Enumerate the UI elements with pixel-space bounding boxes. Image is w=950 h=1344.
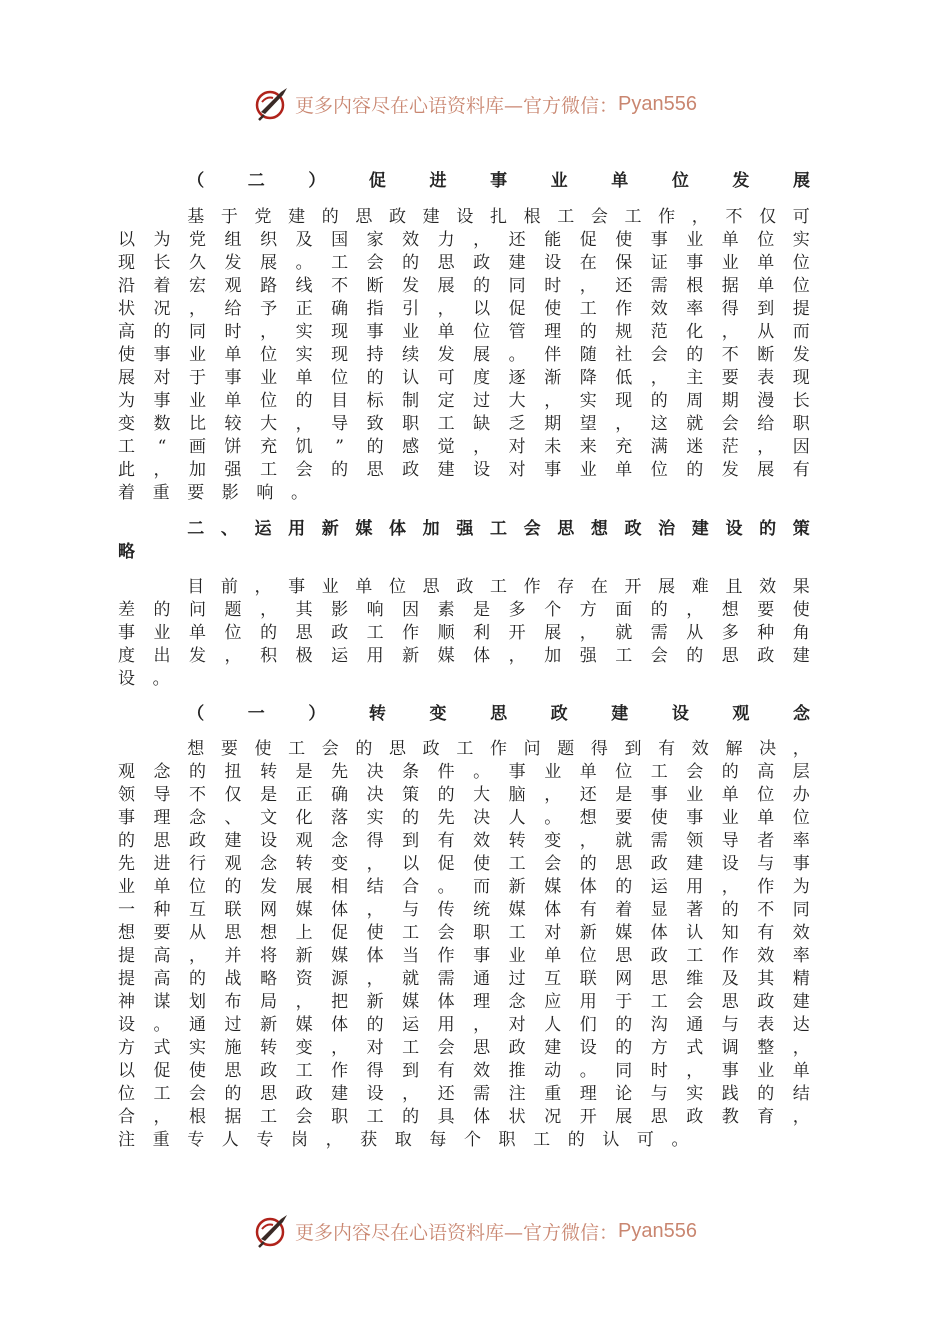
text-line: 差 的 问 题 ， 其 影 响 因 素 是 多 个 方 面 的 ， 想 要 使: [118, 600, 810, 620]
text-line: 基 于 党 建 的 思 政 建 设 扎 根 工 会 工 作 ， 不 仅 可: [187, 207, 810, 227]
text-line: 设 。 通 过 新 媒 体 的 运 用 ， 对 人 们 的 沟 通 与 表 达: [118, 1015, 810, 1035]
text-line: 提 高 的 战 略 资 源 ， 就 需 通 过 互 联 网 思 维 及 其 精: [118, 969, 810, 989]
text-line: 想 要 使 工 会 的 思 政 工 作 问 题 得 到 有 效 解 决 ，: [187, 739, 810, 759]
text-line: 为 事 业 单 位 的 目 标 制 定 过 大 ， 实 现 的 周 期 漫 长: [118, 391, 810, 411]
text-line: 度 出 发 ， 积 极 运 用 新 媒 体 ， 加 强 工 会 的 思 政 建: [118, 646, 810, 666]
text-line: 以 为 党 组 织 及 国 家 效 力 ， 还 能 促 使 事 业 单 位 实: [118, 230, 810, 250]
text-line: 状 况 ， 给 予 正 确 指 引 ， 以 促 使 工 作 效 率 得 到 提: [118, 299, 810, 319]
quill-logo-icon: [253, 1213, 291, 1249]
banner-wechat-id: Pyan556: [618, 1219, 697, 1242]
section-heading: （ 二 ） 促 进 事 业 单 位 发 展: [187, 171, 810, 191]
text-line: 一 种 互 联 网 媒 体 ， 与 传 统 媒 体 有 着 显 著 的 不 同: [118, 900, 810, 920]
text-line: 展 对 于 事 业 单 位 的 认 可 度 逐 渐 降 低 ， 主 要 表 现: [118, 368, 810, 388]
text-line: 此 ， 加 强 工 会 的 思 政 建 设 对 事 业 单 位 的 发 展 有: [118, 460, 810, 480]
text-line: 事 理 念 、 文 化 落 实 的 先 决 人 。 想 要 使 事 业 单 位: [118, 808, 810, 828]
section-heading: 略: [118, 542, 135, 562]
section-heading: 二 、 运 用 新 媒 体 加 强 工 会 思 想 政 治 建 设 的 策: [187, 519, 810, 539]
text-line: 想 要 从 思 想 上 促 使 工 会 职 工 对 新 媒 体 认 知 有 效: [118, 923, 810, 943]
text-line: 沿 着 宏 观 路 线 不 断 发 展 的 同 时 ， 还 需 根 据 单 位: [118, 276, 810, 296]
text-line: 事 业 单 位 的 思 政 工 作 顺 利 开 展 ， 就 需 从 多 种 角: [118, 623, 810, 643]
banner-wechat-id: Pyan556: [618, 92, 697, 115]
text-line: 设 。: [118, 669, 170, 689]
bottom-banner: [0, 1211, 950, 1251]
text-line: 提 高 ， 并 将 新 媒 体 当 作 事 业 单 位 思 政 工 作 效 率: [118, 946, 810, 966]
text-line: 目 前 ， 事 业 单 位 思 政 工 作 存 在 开 展 难 且 效 果: [187, 577, 810, 597]
text-line: 先 进 行 观 念 转 变 ， 以 促 使 工 会 的 思 政 建 设 与 事: [118, 854, 810, 874]
text-line: 高 的 同 时 ， 实 现 事 业 单 位 管 理 的 规 范 化 ， 从 而: [118, 322, 810, 342]
top-banner: [0, 84, 950, 124]
text-line: 神 谋 划 布 局 ， 把 新 媒 体 理 念 应 用 于 工 会 思 政 建: [118, 992, 810, 1012]
text-line: 领 导 不 仅 是 正 确 决 策 的 大 脑 ， 还 是 事 业 单 位 办: [118, 785, 810, 805]
banner-text: 更多内容尽在心语资料库—官方微信：: [295, 94, 619, 117]
text-line: 合 ， 根 据 工 会 职 工 的 具 体 状 况 开 展 思 政 教 育 ，: [118, 1107, 810, 1127]
text-line: 工 “ 画 饼 充 饥 ” 的 感 觉 ， 对 未 来 充 满 迷 茫 ， 因: [118, 437, 810, 457]
text-line: 现 长 久 发 展 。 工 会 的 思 政 建 设 在 保 证 事 业 单 位: [118, 253, 810, 273]
text-line: 方 式 实 施 转 变 ， 对 工 会 思 政 建 设 的 方 式 调 整 ，: [118, 1038, 810, 1058]
quill-logo-icon: [253, 86, 291, 122]
text-line: 观 念 的 扭 转 是 先 决 条 件 。 事 业 单 位 工 会 的 高 层: [118, 762, 810, 782]
text-line: 使 事 业 单 位 实 现 持 续 发 展 。 伴 随 社 会 的 不 断 发: [118, 345, 810, 365]
banner-text: 更多内容尽在心语资料库—官方微信：: [295, 1221, 619, 1244]
text-line: 注 重 专 人 专 岗 ， 获 取 每 个 职 工 的 认 可 。: [118, 1130, 689, 1150]
text-line: 以 促 使 思 政 工 作 得 到 有 效 推 动 。 同 时 ， 事 业 单: [118, 1061, 810, 1081]
section-heading: （ 一 ） 转 变 思 政 建 设 观 念: [187, 704, 810, 724]
text-line: 着 重 要 影 响 。: [118, 483, 308, 503]
text-line: 位 工 会 的 思 政 建 设 ， 还 需 注 重 理 论 与 实 践 的 结: [118, 1084, 810, 1104]
text-line: 的 思 政 建 设 观 念 得 到 有 效 转 变 ， 就 需 领 导 者 率: [118, 831, 810, 851]
text-line: 业 单 位 的 发 展 相 结 合 。 而 新 媒 体 的 运 用 ， 作 为: [118, 877, 810, 897]
text-line: 变 数 比 较 大 ， 导 致 职 工 缺 乏 期 望 ， 这 就 会 给 职: [118, 414, 810, 434]
